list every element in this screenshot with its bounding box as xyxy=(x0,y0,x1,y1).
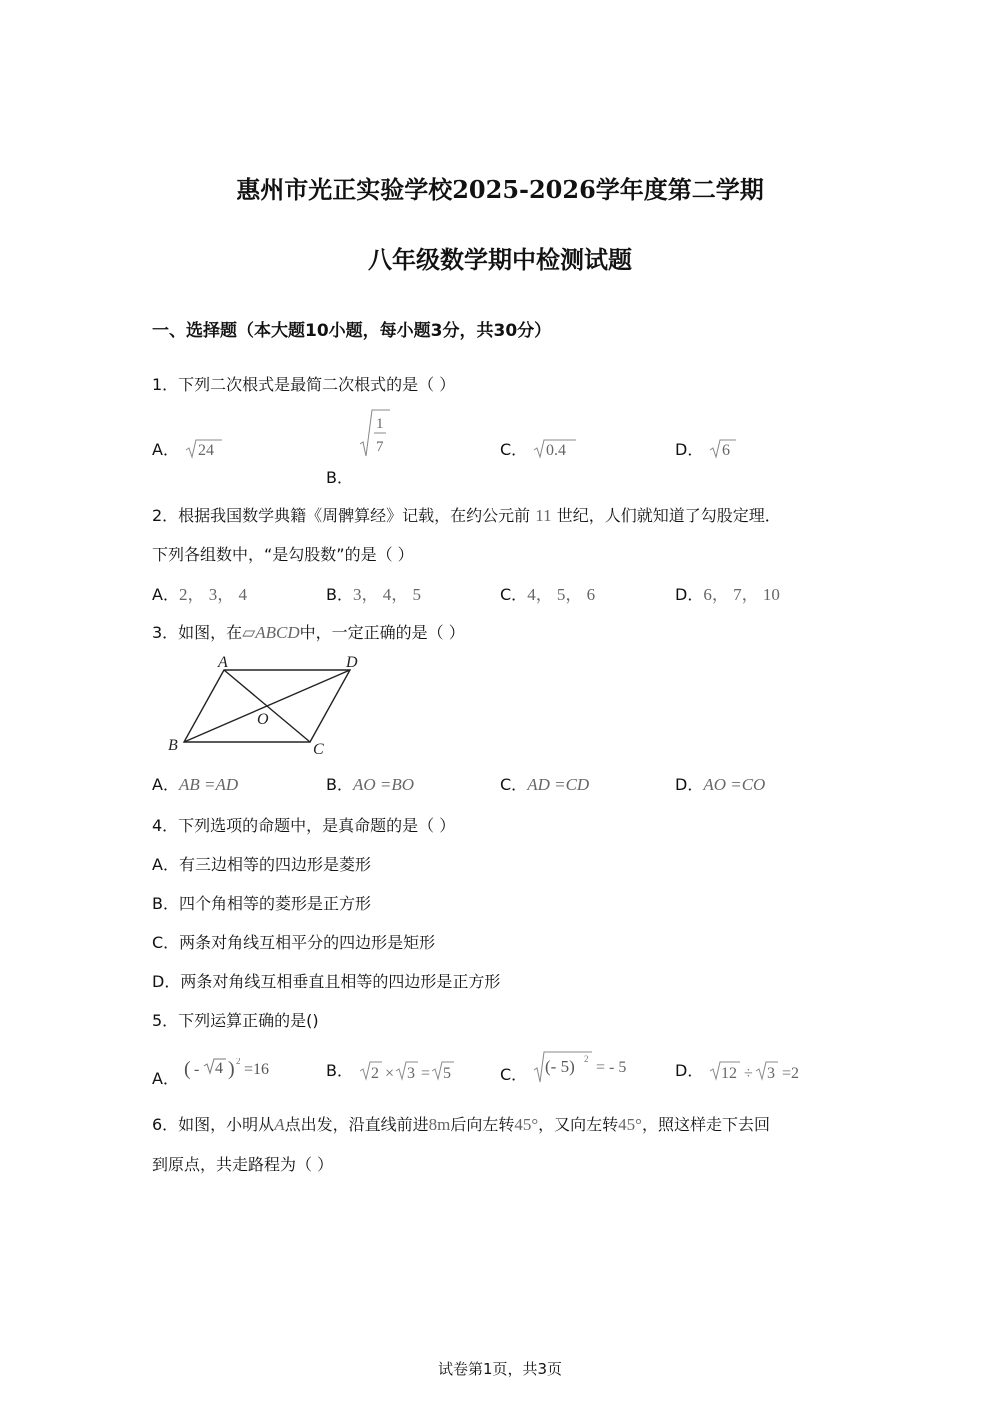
section-heading: 一、选择题（本大题10小题，每小题3分，共30分） xyxy=(152,321,552,341)
svg-text:5: 5 xyxy=(443,1065,452,1082)
q5a-expression xyxy=(184,1058,280,1088)
svg-text:3: 3 xyxy=(407,1065,416,1082)
q2-option-c: C．4， 5， 6 xyxy=(500,585,596,604)
q3-option-a: A．AB =AD xyxy=(152,775,239,794)
q1-stem: 1．下列二次根式是最简二次根式的是（ ） xyxy=(152,375,456,394)
q5d-expression xyxy=(708,1058,812,1084)
svg-text:12: 12 xyxy=(721,1065,738,1082)
q5-option-c: C． (- 5) 2 = - 5 xyxy=(500,1050,642,1084)
label-o: O xyxy=(257,711,269,728)
svg-text:2: 2 xyxy=(371,1065,380,1082)
label-d: D xyxy=(346,654,358,671)
svg-text:=2: =2 xyxy=(782,1065,800,1082)
q6-stem-line1: 6．如图，小明从A点出发，沿直线前进8m后向左转45°，又向左转45°，照这样走下去回 xyxy=(152,1115,770,1134)
q3-option-c: C．AD =CD xyxy=(500,775,590,794)
label-b: B xyxy=(168,737,178,754)
sqrt-icon xyxy=(184,437,224,461)
exam-title-line2: 八年级数学期中检测试题 xyxy=(368,245,632,274)
q6-stem-line2: 到原点，共走路程为（ ） xyxy=(152,1155,334,1174)
q3-stem: 3．如图，在▱ABCD中，一定正确的是（ ） xyxy=(152,623,465,642)
q1-option-b: B． 1 7 xyxy=(326,408,392,460)
q1-option-d: D． 6 xyxy=(675,437,738,461)
svg-text:= - 5: = - 5 xyxy=(596,1059,627,1076)
q1-option-a: A． 24 xyxy=(152,437,224,461)
svg-text:×: × xyxy=(385,1065,395,1082)
svg-text:24: 24 xyxy=(198,442,215,459)
sqrt-fraction-icon xyxy=(358,408,392,460)
sqrt-icon xyxy=(532,437,578,461)
page-footer: 试卷第1页，共3页 xyxy=(437,1360,563,1378)
q5-option-a: A． ( - 4 ) 2 =16 xyxy=(152,1058,280,1089)
exam-title-line1: 惠州市光正实验学校2025-2026学年度第二学期 xyxy=(236,175,764,204)
svg-text:7: 7 xyxy=(376,439,384,455)
q5b-expression xyxy=(358,1058,462,1084)
q4-option-a: A．有三边相等的四边形是菱形 xyxy=(152,855,371,874)
q5-option-d: D． 12 ÷ 3 =2 xyxy=(675,1058,812,1084)
q5-stem: 5．下列运算正确的是() xyxy=(152,1011,319,1030)
q4-option-d: D．两条对角线互相垂直且相等的四边形是正方形 xyxy=(152,972,501,991)
svg-text:=: = xyxy=(421,1065,431,1082)
sqrt-icon xyxy=(708,437,738,461)
q3-option-d: D．AO =CO xyxy=(675,775,766,794)
svg-text:6: 6 xyxy=(722,442,731,459)
q3-option-b: B．AO =BO xyxy=(326,775,415,794)
svg-text:2: 2 xyxy=(236,1058,241,1066)
q2-stem-line2: 下列各组数中，“是勾股数”的是（ ） xyxy=(152,545,414,564)
q5-option-b: B． 2 × 3 = 5 xyxy=(326,1058,462,1084)
svg-text:(: ( xyxy=(184,1058,191,1080)
q5c-expression xyxy=(532,1050,642,1084)
q1-option-c: C． 0.4 xyxy=(500,437,578,461)
svg-text:0.4: 0.4 xyxy=(546,442,567,459)
q4-option-b: B．四个角相等的菱形是正方形 xyxy=(152,894,371,913)
label-c: C xyxy=(313,741,324,758)
svg-text:1: 1 xyxy=(376,416,384,432)
svg-text:): ) xyxy=(228,1058,235,1080)
svg-text:2: 2 xyxy=(584,1054,589,1064)
svg-text:4: 4 xyxy=(215,1060,224,1077)
label-a: A xyxy=(218,654,228,671)
q2-option-a: A．2， 3， 4 xyxy=(152,585,247,604)
q2-stem-line1: 2．根据我国数学典籍《周髀算经》记载，在约公元前 11 世纪，人们就知道了勾股定理． xyxy=(152,506,781,525)
q4-option-c: C．两条对角线互相平分的四边形是矩形 xyxy=(152,933,436,952)
q2-option-d: D．6， 7， 10 xyxy=(675,585,780,604)
svg-text:÷: ÷ xyxy=(744,1065,754,1082)
svg-text:(- 5): (- 5) xyxy=(545,1057,576,1076)
svg-text:-: - xyxy=(194,1061,200,1078)
q2-option-b: B．3， 4， 5 xyxy=(326,585,421,604)
parallelogram-figure xyxy=(160,648,380,760)
q4-stem: 4．下列选项的命题中，是真命题的是（ ） xyxy=(152,816,456,835)
svg-text:=16: =16 xyxy=(244,1061,270,1078)
svg-text:3: 3 xyxy=(767,1065,776,1082)
